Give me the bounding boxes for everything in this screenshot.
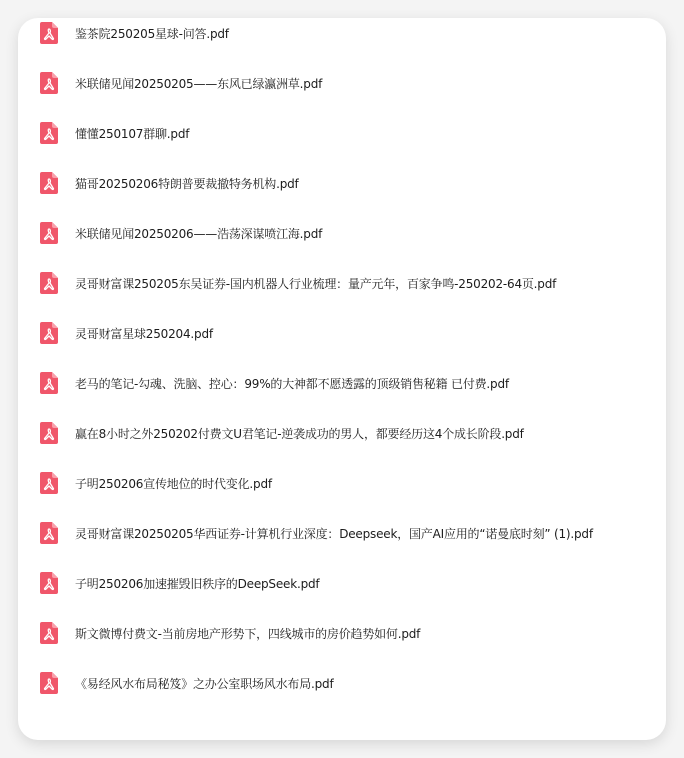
file-item[interactable] — [18, 318, 666, 348]
file-name: 灵哥财富星球250204.pdf — [75, 326, 213, 341]
file-name: 米联储见闻20250205——东风已绿瀛洲草.pdf — [75, 76, 323, 91]
file-name: 斯文微博付费文-当前房地产形势下，四线城市的房价趋势如何.pdf — [75, 626, 421, 641]
file-name: 猫哥20250206特朗普要裁撤特务机构.pdf — [75, 176, 299, 191]
file-item[interactable] — [18, 168, 666, 198]
file-item[interactable] — [18, 368, 666, 398]
file-item[interactable] — [18, 218, 666, 248]
file-name: 老马的笔记-勾魂、洗脑、控心：99%的大神都不愿透露的顶级销售秘籍 已付费.pdf — [75, 376, 509, 391]
file-item[interactable] — [18, 268, 666, 298]
pdf-icon — [40, 672, 58, 694]
file-name: 子明250206宣传地位的时代变化.pdf — [75, 476, 272, 491]
pdf-icon — [40, 222, 58, 244]
pdf-icon — [40, 472, 58, 494]
pdf-icon — [40, 272, 58, 294]
file-name: 懂懂250107群聊.pdf — [75, 126, 190, 141]
pdf-icon — [40, 322, 58, 344]
file-item[interactable] — [18, 618, 666, 648]
file-item[interactable] — [18, 18, 666, 48]
file-name: 灵哥财富课20250205华西证券-计算机行业深度：Deepseek，国产AI应用的“诺曼底时刻” (1).pdf — [75, 526, 593, 541]
file-item[interactable] — [18, 118, 666, 148]
pdf-icon — [40, 622, 58, 644]
file-name: 子明250206加速摧毁旧秩序的DeepSeek.pdf — [75, 576, 320, 591]
pdf-icon — [40, 522, 58, 544]
file-name: 灵哥财富课250205东吴证券-国内机器人行业梳理：量产元年，百家争鸣-250202-64页.pdf — [75, 276, 557, 291]
file-item[interactable] — [18, 668, 666, 698]
file-list-panel — [18, 18, 666, 740]
pdf-icon — [40, 572, 58, 594]
file-name: 《易经风水布局秘笈》之办公室职场风水布局.pdf — [75, 676, 334, 691]
file-name: 米联储见闻20250206——浩荡深谋喷江海.pdf — [75, 226, 323, 241]
file-item[interactable] — [18, 418, 666, 448]
pdf-icon — [40, 172, 58, 194]
file-name: 赢在8小时之外250202付费文U君笔记-逆袭成功的男人，都要经历这4个成长阶段.pdf — [75, 426, 524, 441]
file-name: 鉴茶院250205星球-问答.pdf — [75, 26, 229, 41]
file-item[interactable] — [18, 518, 666, 548]
pdf-icon — [40, 372, 58, 394]
pdf-icon — [40, 72, 58, 94]
file-item[interactable] — [18, 68, 666, 98]
pdf-icon — [40, 422, 58, 444]
file-item[interactable] — [18, 568, 666, 598]
pdf-icon — [40, 22, 58, 44]
file-item[interactable] — [18, 468, 666, 498]
pdf-icon — [40, 122, 58, 144]
